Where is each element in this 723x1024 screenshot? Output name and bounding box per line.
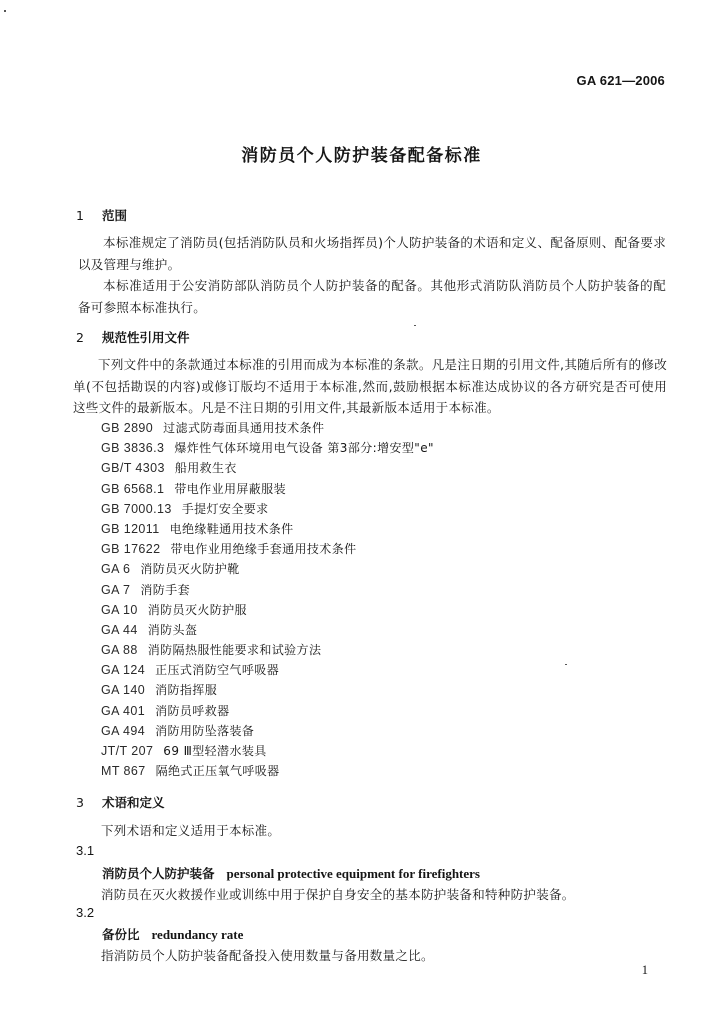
reference-name: 正压式消防空气呼吸器 bbox=[155, 663, 280, 678]
reference-code: GB 17622 bbox=[101, 542, 161, 557]
reference-name: 消防员呼救器 bbox=[155, 703, 230, 718]
reference-name: 电绝缘鞋通用技术条件 bbox=[169, 521, 294, 536]
reference-code: GB 12011 bbox=[101, 521, 160, 536]
scan-speck bbox=[565, 664, 567, 665]
reference-code: GA 401 bbox=[101, 703, 146, 718]
reference-item bbox=[101, 438, 434, 458]
reference-item bbox=[101, 458, 434, 478]
reference-name: 消防用防坠落装备 bbox=[155, 723, 255, 738]
reference-code: GA 10 bbox=[101, 602, 138, 617]
section-number: 2 bbox=[76, 330, 84, 345]
reference-item bbox=[101, 600, 434, 620]
section-title: 规范性引用文件 bbox=[102, 330, 190, 345]
term-chinese: 消防员个人防护装备 bbox=[102, 866, 215, 881]
reference-item bbox=[101, 721, 434, 741]
section-title: 范围 bbox=[102, 208, 128, 223]
term-english: redundancy rate bbox=[151, 927, 244, 942]
reference-code: GA 7 bbox=[101, 582, 131, 597]
reference-name: 消防员灭火防护服 bbox=[147, 602, 247, 617]
section-3-heading bbox=[76, 793, 165, 811]
term-definition: 消防员在灭火救援作业或训练中用于保护自身安全的基本防护装备和特种防护装备。 bbox=[101, 887, 575, 902]
reference-list bbox=[101, 418, 434, 781]
reference-name: 69 Ⅲ型轻潜水装具 bbox=[163, 744, 267, 758]
reference-item bbox=[101, 499, 434, 519]
reference-code: GB 6568.1 bbox=[101, 481, 165, 496]
scope-paragraph-1: 本标准规定了消防员(包括消防队员和火场指挥员)个人防护装备的术语和定义、配备原则、配备要求以及管理与维护。 bbox=[78, 235, 666, 272]
reference-code: GA 88 bbox=[101, 643, 138, 658]
reference-item bbox=[101, 519, 434, 539]
scan-speck bbox=[4, 10, 6, 12]
section-number: 1 bbox=[76, 208, 84, 223]
reference-item bbox=[101, 580, 434, 600]
clause-number: 3.1 bbox=[76, 843, 95, 858]
reference-name: 隔绝式正压氧气呼吸器 bbox=[155, 764, 280, 779]
reference-code: GA 140 bbox=[101, 683, 146, 698]
reference-name: 消防隔热服性能要求和试验方法 bbox=[147, 643, 322, 658]
term-chinese: 备份比 bbox=[102, 927, 140, 942]
reference-code: GB 7000.13 bbox=[101, 501, 172, 516]
reference-item bbox=[101, 479, 434, 499]
reference-name: 船用救生衣 bbox=[174, 461, 237, 476]
clause-number: 3.2 bbox=[76, 905, 95, 920]
reference-code: GA 494 bbox=[101, 723, 146, 738]
reference-code: GB 3836.3 bbox=[101, 441, 165, 456]
term-heading bbox=[102, 864, 480, 882]
reference-name: 爆炸性气体环境用电气设备 第3部分:增安型"e" bbox=[174, 441, 434, 456]
reference-item bbox=[101, 660, 434, 680]
section-1-heading bbox=[76, 206, 127, 224]
reference-item bbox=[101, 620, 434, 640]
reference-code: GA 6 bbox=[101, 562, 131, 577]
scope-paragraph-2: 本标准适用于公安消防部队消防员个人防护装备的配备。其他形式消防队消防员个人防护装备的配备可参照本标准执行。 bbox=[78, 278, 666, 315]
reference-item bbox=[101, 559, 434, 579]
reference-name: 带电作业用绝缘手套通用技术条件 bbox=[170, 542, 357, 557]
reference-item bbox=[101, 640, 434, 660]
reference-code: GA 124 bbox=[101, 663, 146, 678]
term-definition: 指消防员个人防护装备配备投入使用数量与备用数量之比。 bbox=[101, 948, 434, 963]
reference-code: GA 44 bbox=[101, 622, 138, 637]
reference-item bbox=[101, 761, 434, 781]
reference-item bbox=[101, 539, 434, 559]
reference-item bbox=[101, 418, 434, 438]
reference-name: 过滤式防毒面具通用技术条件 bbox=[163, 421, 325, 435]
reference-item bbox=[101, 701, 434, 721]
section-2-heading bbox=[76, 328, 190, 346]
term-heading bbox=[102, 925, 243, 943]
reference-name: 消防员灭火防护靴 bbox=[140, 562, 240, 577]
reference-code: GB/T 4303 bbox=[101, 461, 165, 476]
page-number: 1 bbox=[641, 963, 648, 977]
reference-item bbox=[101, 680, 434, 700]
reference-item bbox=[101, 741, 434, 761]
reference-name: 消防指挥服 bbox=[155, 683, 218, 698]
reference-name: 带电作业用屏蔽服装 bbox=[174, 481, 286, 496]
reference-name: 消防头盔 bbox=[147, 622, 198, 637]
references-intro: 下列文件中的条款通过本标准的引用而成为本标准的条款。凡是注日期的引用文件,其随后所有的修改单(不包括勘误的内容)或修订版均不适用于本标准,然而,鼓励根据本标准达成协议的各方研究是否可使用这些文件的最新版本。凡是不注日期的引用文件,其最新版本适用于本标准。 bbox=[73, 357, 667, 415]
reference-code: GB 2890 bbox=[101, 421, 154, 435]
term-english: personal protective equipment for firefighters bbox=[226, 866, 480, 881]
terms-intro: 下列术语和定义适用于本标准。 bbox=[101, 823, 281, 838]
scan-speck bbox=[414, 325, 416, 326]
section-title: 术语和定义 bbox=[102, 795, 165, 810]
reference-code: MT 867 bbox=[101, 764, 146, 779]
section-number: 3 bbox=[76, 795, 84, 810]
reference-code: JT/T 207 bbox=[101, 744, 154, 758]
reference-name: 手提灯安全要求 bbox=[181, 501, 269, 516]
standard-code: GA 621—2006 bbox=[576, 73, 665, 88]
reference-name: 消防手套 bbox=[140, 582, 191, 597]
document-title: 消防员个人防护装备配备标准 bbox=[241, 146, 482, 166]
